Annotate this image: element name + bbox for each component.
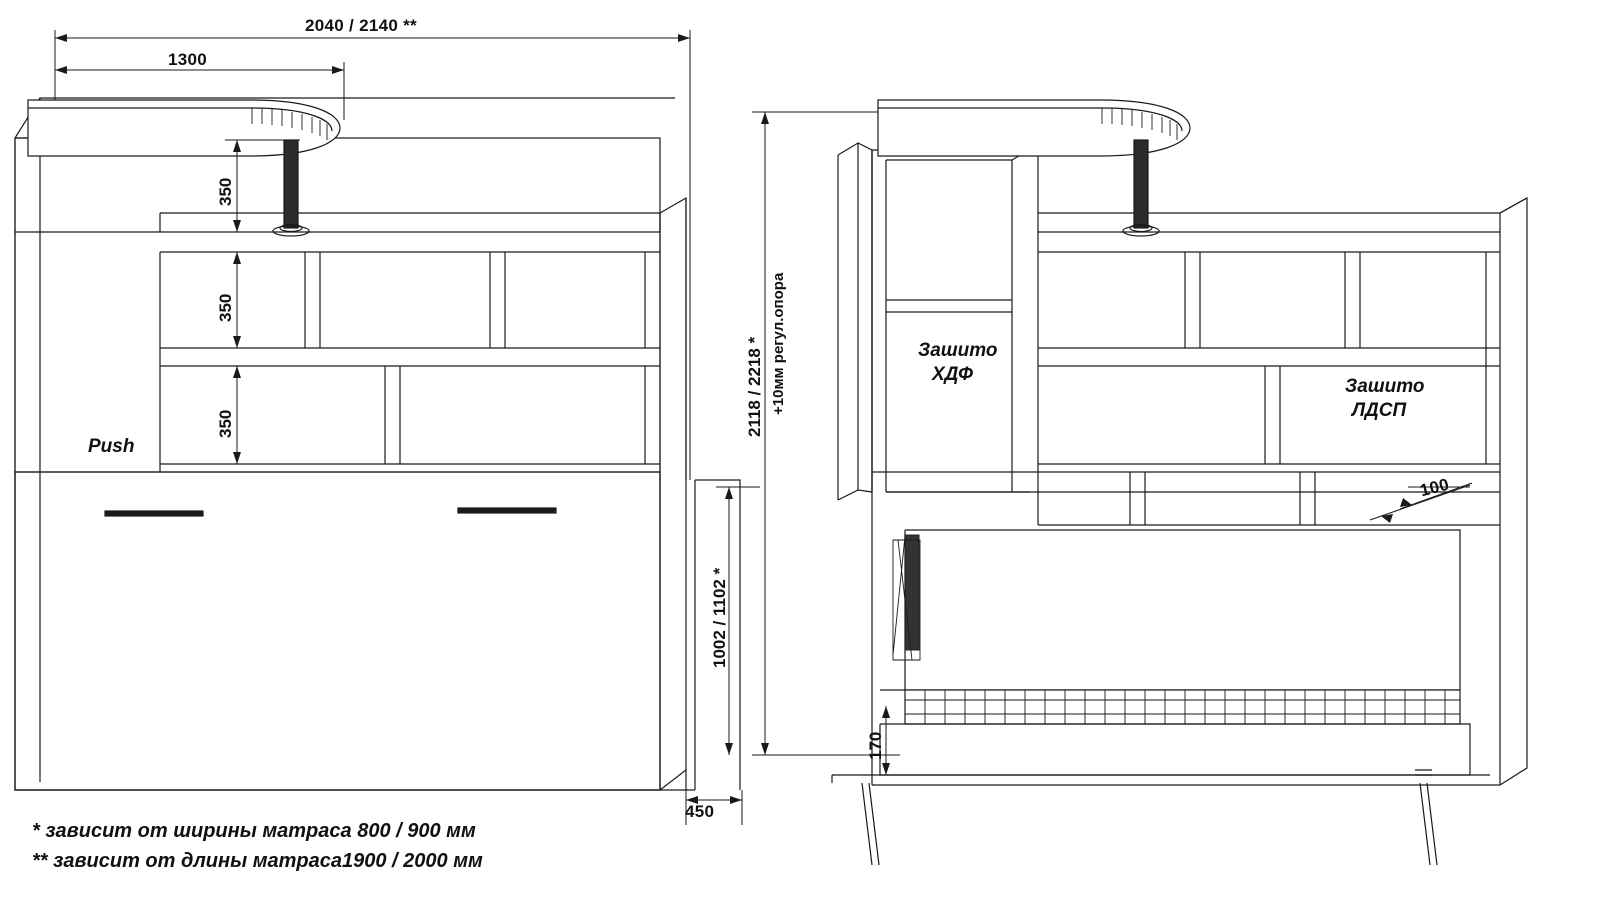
- dim-label-bed-height: 1002 / 1102 *: [710, 567, 729, 668]
- dim-label-depth: 450: [685, 802, 715, 821]
- hdf-label-line1: Зашито: [918, 340, 998, 361]
- dim-label-shelf-3: 350: [216, 409, 235, 438]
- footnote-2: ** зависит от длины матраса1900 / 2000 мм: [32, 850, 483, 872]
- dim-label-table-width: 1300: [168, 50, 208, 69]
- ldsp-label-line1: Зашито: [1345, 376, 1425, 397]
- hdf-label-line2: ХДФ: [932, 364, 973, 385]
- dim-total-height: [752, 112, 900, 755]
- dim-label-100: 100: [1418, 474, 1452, 501]
- footnote-1: * зависит от ширины матраса 800 / 900 мм: [32, 820, 476, 842]
- dim-label-overall-width: 2040 / 2140 **: [305, 16, 417, 35]
- dim-label-shelf-1: 350: [216, 177, 235, 206]
- dim-label-170: 170: [866, 731, 885, 760]
- dim-label-total-height: 2118 / 2218 *: [745, 336, 764, 437]
- dim-label-shelf-2: 350: [216, 293, 235, 322]
- ldsp-label-line2: ЛДСП: [1352, 400, 1407, 421]
- dim-label-total-height-note: +10мм регул.опора: [770, 272, 787, 415]
- push-label: Push: [88, 436, 135, 457]
